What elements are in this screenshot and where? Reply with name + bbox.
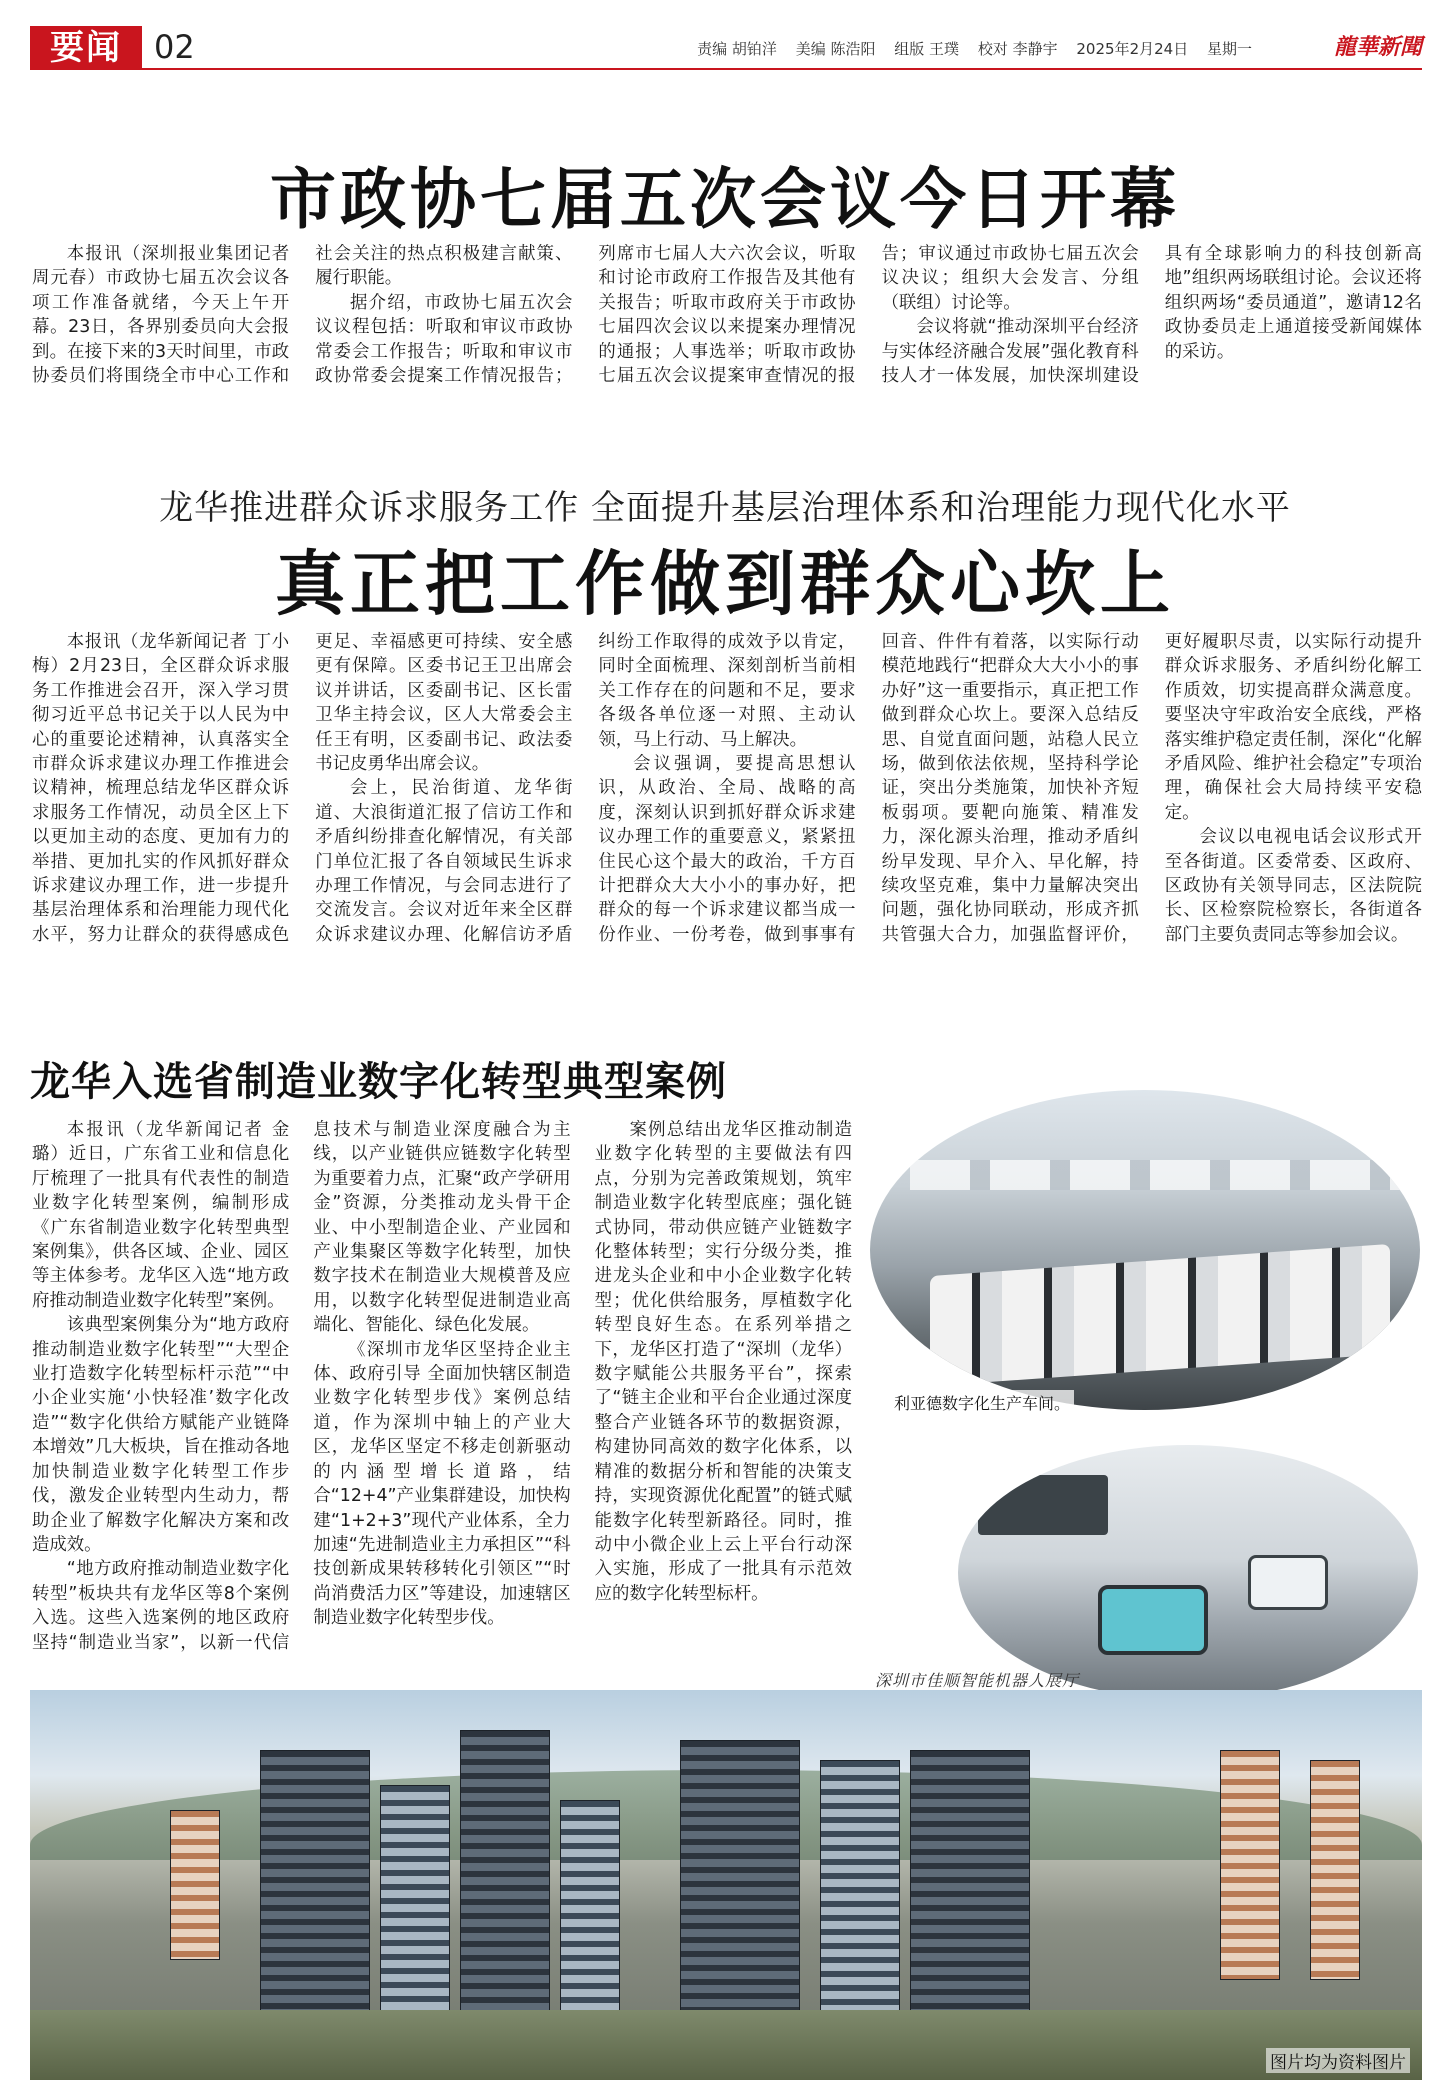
story1-headline: 市政协七届五次会议今日开幕 — [270, 161, 1180, 238]
production-machines — [930, 1244, 1390, 1386]
building — [680, 1740, 800, 2040]
building — [1220, 1750, 1280, 1980]
story3-paragraph: “地方政府推动制造业数字化转型”板块共有龙华区等8个案例入选。这些入选案例的地区政府坚持“制造业当家”，以新一代信息技术与制造业深度融合为主线，以产业链供应链数字化转型为重要着力点，汇聚“政产学研用金”资源，分类推动龙头骨干企业、中小型制造企业、产业园和产业集聚区等数字化转型，加快数字技术在制造业大规模普及应用，以数字化转型促进制造业高端化、智能化、绿色化发展。 — [32, 1120, 571, 1653]
story3-headline: 龙华入选省制造业数字化转型典型案例 — [30, 1059, 727, 1105]
story3-paragraph: 案例总结出龙华区推动制造业数字化转型的主要做法有四点，分别为完善政策规划，筑牢制造业数字化转型底座；强化链式协同，带动供应链产业链数字化整体转型；实行分级分类，推进龙头企业和中小企业数字化转型；优化供给服务，厚植数字化转型良好生态。在系列举措之下，龙华区打造了“深圳（龙华）数字赋能公共服务平台”，探索了“链主企业和平台企业通过深度整合产业链各环节的数据资源，构建协同高效的数字化体系，以精准的数据分析和智能的决策支持，实现资源优化配置”的链式赋能数字化转型新路径。同时，推动中小微企业上云上平台行动深入实施，形成了一批具有示范效应的数字化转型标杆。 — [594, 1120, 852, 1604]
page-header — [30, 26, 1422, 70]
story1-paragraph: 会议将就“推动深圳平台经济与实体经济融合发展”强化教育科技人才一体发展，加快深圳建设具有全球影响力的科技创新高地”组织两场联组讨论。会议还将组织两场“委员通道”，邀请12名政协委员走上通道接受新闻媒体的采访。 — [881, 244, 1422, 387]
layout-editor-credit: 组版 王璞 — [894, 40, 960, 58]
story2-paragraph: 本报讯（龙华新闻记者 丁小梅）2月23日，全区群众诉求服务工作推进会召开，深入学习贯彻习近平总书记关于以人民为中心的重要论述精神，认真落实全市群众诉求建议办理工作推进会议精神，梳理总结龙华区群众诉求服务工作情况，动员全区上下以更加主动的态度、更加有力的举措、更加扎实的作风抓好群众诉求建议办理工作，进一步提升基层治理体系和治理能力现代化水平，努力让群众的获得感成色更足、幸福感更可持续、安全感更有保障。区委书记王卫出席会议并讲话，区委副书记、区长雷卫华主持会议，区人大常委会主任王有明，区委副书记、政法委书记皮勇华出席会议。 — [32, 632, 573, 945]
building — [560, 1800, 620, 2020]
story2-paragraph: 会议强调，要提高思想认识，从政治、全局、战略的高度，深刻认识到抓好群众诉求建议办理工作的重要意义，紧紧扭住民心这个最大的政治，千方百计把群众大大小小的事办好，把群众的每一个诉求建议都当成一份作业、一份考卷，做到事事有回音、件件有着落，以实际行动模范地践行“把群众大大小小的事办好”这一重要指示，真正把工作做到群众心坎上。要深入总结反思、自觉直面问题，站稳人民立场，做到依法依规，坚持科学论证，突出分类施策，加快补齐短板弱项。要靶向施策、精准发力，深化源头治理，推动矛盾纠纷早发现、早介入、早化解，持续攻坚克难，集中力量解决突出问题，强化协同联动，形成齐抓共管强大合力，加强监督评价，更好履职尽责，以实际行动提升群众诉求服务、矛盾纠纷化解工作质效，切实提高群众满意度。要坚决守牢政治安全底线，严格落实维护稳定责任制，深化“化解矛盾风险、维护社会稳定”专项治理，确保社会大局持续平安稳定。 — [598, 632, 1422, 945]
editor-credits — [683, 38, 1252, 59]
workshop-photo-caption: 利亚德数字化生产车间。 — [890, 1390, 1074, 1415]
story2-headline: 真正把工作做到群众心坎上 — [275, 543, 1175, 625]
page-number: 02 — [154, 28, 195, 66]
workshop-photo — [870, 1090, 1420, 1410]
ceiling-lights — [910, 1160, 1410, 1190]
story2-paragraph: 会议以电视电话会议形式开至各街道。区委常委、区政府、区政协有关领导同志，区法院院长、区检察院检察长，各街道各部门主要负责同志等参加会议。 — [1164, 827, 1422, 945]
story3-body — [32, 1118, 852, 1658]
robot-vehicle-secondary — [1248, 1555, 1328, 1610]
story3-paragraph: 本报讯（龙华新闻记者 金璐）近日，广东省工业和信息化厅梳理了一批具有代表性的制造业数字化转型案例，编制形成《广东省制造业数字化转型典型案例集》，供各区域、企业、园区等主体参考。龙华区入选“地方政府推动制造业数字化转型”案例。 — [32, 1120, 290, 1311]
robot-vehicle — [1098, 1585, 1208, 1655]
building — [1310, 1760, 1360, 1980]
story1-paragraph: 本报讯（深圳报业集团记者 周元春）市政协七届五次会议各项工作准备就绪，今天上午开幕。23日，各界别委员向大会报到。在接下来的3天时间里，市政协委员们将围绕全市中心工作和社会关注的热点积极建言献策、履行职能。 — [32, 244, 573, 387]
ground-road — [30, 2010, 1422, 2080]
city-aerial-photo — [30, 1690, 1422, 2080]
robot-showroom-photo — [958, 1445, 1418, 1700]
story1-body — [32, 242, 1422, 394]
building — [380, 1785, 450, 2015]
story3-paragraph: 该典型案例集分为“地方政府推动制造业数字化转型”“大型企业打造数字化转型标杆示范”“中小企业实施‘小快轻准’数字化改造”“数字化供给方赋能产业链降本增效”几大板块，旨在推动各地加快制造业数字化转型工作步伐，激发企业转型内生动力，帮助企业了解数字化解决方案和改造成效。 — [32, 1315, 290, 1555]
story1-paragraph: 据介绍，市政协七届五次会议议程包括：听取和审议市政协常委会工作报告；听取和审议市政协常委会提案工作情况报告；列席市七届人大六次会议，听取和讨论市政府工作报告及其他有关报告；听取市政府关于市政协七届四次会议以来提案办理情况的通报；人事选举；听取市政协七届五次会议提案审查情况的报告；审议通过市政协七届五次会议决议；组织大会发言、分组（联组）讨论等。 — [315, 244, 1139, 387]
building — [170, 1810, 220, 1960]
paper-logo: 龍華新聞 — [1333, 34, 1422, 60]
story2-body — [32, 630, 1422, 960]
proofreader-credit: 校对 李静宇 — [977, 40, 1058, 58]
issue-weekday: 星期一 — [1206, 40, 1252, 58]
story2-kicker: 龙华推进群众诉求服务工作 全面提升基层治理体系和治理能力现代化水平 — [159, 488, 1291, 528]
editor-credit: 责编 胡铂洋 — [697, 40, 777, 58]
photo-credit: 图片均为资料图片 — [1266, 2048, 1410, 2073]
story2-paragraph: 会上，民治街道、龙华街道、大浪街道汇报了信访工作和矛盾纠纷排查化解情况，有关部门单位汇报了各自领域民生诉求办理工作情况，与会同志进行了交流发言。会议对近年来全区群众诉求建议办理、化解信访矛盾纠纷工作取得的成效予以肯定，同时全面梳理、深刻剖析当前相关工作存在的问题和不足，要求各级各单位逐一对照、主动认领，马上行动、马上解决。 — [315, 632, 856, 945]
building — [260, 1750, 370, 2020]
building — [910, 1750, 1030, 2040]
display-wall — [978, 1475, 1108, 1535]
robot-showroom-caption: 深圳市佳顺智能机器人展厅 — [875, 1671, 1080, 1690]
section-tag: 要闻 — [30, 26, 142, 70]
issue-date: 2025年2月24日 — [1076, 40, 1189, 58]
art-editor-credit: 美编 陈浩阳 — [795, 40, 876, 58]
building — [460, 1730, 550, 2030]
building — [820, 1760, 900, 2030]
story3-paragraph: 《深圳市龙华区坚持企业主体、政府引导 全面加快辖区制造业数字化转型步伐》案例总结道，作为深圳中轴上的产业大区，龙华区坚定不移走创新驱动的内涵型增长道路，结合“12+4”产业集群建设，加快构建“1+2+3”现代产业体系，全力加速“先进制造业主力承担区”“科技创新成果转移转化引领区”“时尚消费活力区”等建设，加速辖区制造业数字化转型步伐。 — [313, 1339, 571, 1629]
